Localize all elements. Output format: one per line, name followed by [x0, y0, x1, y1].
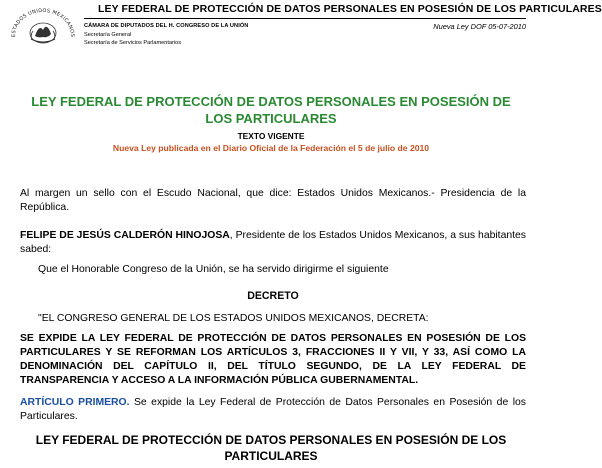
paragraph-articulo-primero	[20, 396, 526, 424]
decreto-heading: DECRETO	[247, 290, 299, 302]
header-divider	[84, 18, 526, 19]
law-title-heading: LEY FEDERAL DE PROTECCIÓN DE DATOS PERSONALES EN POSESIÓN DE LOS PARTICULARES	[35, 433, 507, 463]
president-text: , Presidente de los Estados Unidos Mexicanos, a sus habitantes sabed:	[20, 230, 526, 255]
seal-caption: ESTADOS UNIDOS MEXICANOS	[10, 7, 76, 38]
national-seal-icon	[7, 6, 79, 44]
paragraph-decreta: "EL CONGRESO GENERAL DE LOS ESTADOS UNIDOS MEXICANOS, DECRETA:	[38, 313, 429, 324]
paragraph-seal-note: Al margen un sello con el Escudo Nacional, que dice: Estados Unidos Mexicanos.- Presidencia de la República.	[20, 188, 526, 213]
articulo-primero-label: ARTÍCULO PRIMERO.	[20, 397, 130, 408]
texto-vigente-label: TEXTO VIGENTE	[237, 131, 305, 141]
president-name: FELIPE DE JESÚS CALDERÓN HINOJOSA	[20, 230, 230, 241]
header-servicios-parlamentarios: Secretaría de Servicios Parlamentarios	[84, 40, 182, 46]
paragraph-congress: Que el Honorable Congreso de la Unión, se ha servido dirigirme el siguiente	[38, 264, 389, 275]
paragraph-decree-summary: SE EXPIDE LA LEY FEDERAL DE PROTECCIÓN DE DATOS PERSONALES EN POSESIÓN DE LOS PARTICULARES Y SE REFORMAN LOS ARTÍCULOS 3, FRACCIONES II Y VII, Y 33, ASÍ COMO LA DENOMINACIÓN DEL CAPÍTULO II, DEL TÍTULO SEGUNDO, DE LA LEY FEDERAL DE TRANSPARENCIA Y ACCESO A LA INFORMACIÓN PÚBLICA GUBERNAMENTAL.	[20, 333, 526, 386]
paragraph-president	[20, 229, 526, 257]
header-chamber: CÁMARA DE DIPUTADOS DEL H. CONGRESO DE LA UNIÓN	[84, 23, 249, 29]
header-doc-reference: Nueva Ley DOF 05-07-2010	[433, 22, 526, 31]
publication-note: Nueva Ley publicada en el Diario Oficial de la Federación el 5 de julio de 2010	[112, 143, 430, 153]
header-title: LEY FEDERAL DE PROTECCIÓN DE DATOS PERSONALES EN POSESIÓN DE LOS PARTICULARES	[98, 3, 602, 15]
document-title: LEY FEDERAL DE PROTECCIÓN DE DATOS PERSONALES EN POSESIÓN DE LOS PARTICULARES	[31, 94, 511, 126]
header-secretaria-general: Secretaría General	[84, 32, 132, 38]
articulo-primero-text: Se expide la Ley Federal de Protección de Datos Personales en Posesión de los Particulares.	[20, 397, 526, 422]
